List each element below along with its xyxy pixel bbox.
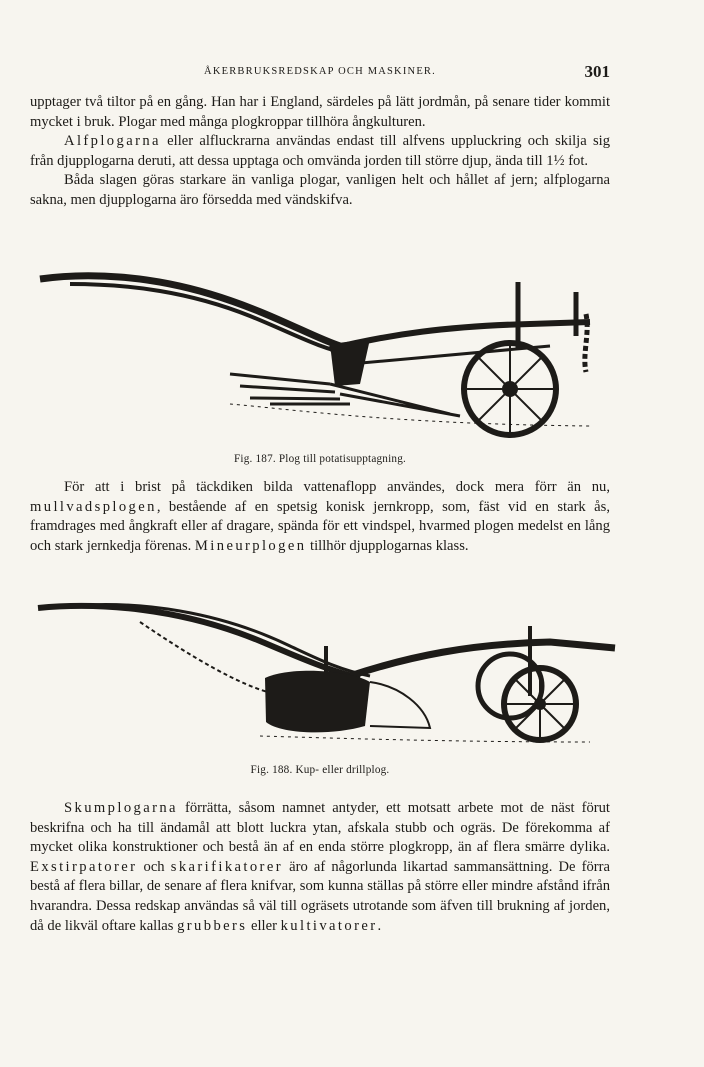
plough-mouldboard	[265, 671, 370, 733]
plough-chain	[140, 622, 275, 694]
spaced-term: grubbers	[177, 917, 248, 934]
paragraph-p3	[30, 171, 610, 210]
figure-188-caption: Fig. 188. Kup- eller drillplog.	[250, 764, 390, 776]
text-block-top	[30, 93, 610, 211]
text-run: , bestående af en spetsig konisk jernkropp, som, fäst vid en stark ås, framdrages med ångkraft eller af dragare, spända för ett vindspel, hvarmed plogen medelst en lång och stark jernkedja förenas.	[30, 498, 610, 554]
drill-plough-illustration	[30, 586, 620, 754]
text-run: .	[377, 917, 382, 934]
text-run: För att i brist på täckdiken bilda vattenaflopp användes, dock mera förr än nu,	[64, 479, 610, 495]
plough-uprights	[518, 282, 576, 350]
spaced-term: Exstirpatorer	[30, 858, 138, 875]
text-block-middle	[30, 478, 610, 556]
spaced-term: mullvadsplogen	[30, 498, 157, 515]
paragraph-p5	[30, 799, 610, 936]
text-run: eller alfluckrarna användas endast till alfvens uppluckring och skilja sig från djupplogarna deruti, att dessa upptaga och omvända jorden till större djup, ända till 1½ fot.	[30, 133, 610, 169]
spaced-term: kultivatorer	[280, 917, 378, 934]
plough-beam	[330, 322, 590, 349]
spaced-term: Alfplogarna	[64, 133, 161, 150]
plough-wheel-spokes	[464, 343, 556, 435]
figure-187	[30, 254, 610, 474]
potato-plough-illustration	[30, 254, 610, 446]
text-block-bottom	[30, 799, 610, 936]
text-run: Båda slagen göras starkare än vanliga plogar, vanligen helt och hållet af jern; alfplogarna sakna, men djupplogarna äro försedda med vändskifva.	[30, 172, 610, 208]
plough-share	[370, 682, 430, 728]
text-run: äro af någorlunda likartad sammansättning. De förra bestå af flera billar, de senare af flera knifvar, som kunna ställas på större eller mindre afstånd ifrån hvarandra. Dessa redskap användas så väl till ogräsets utrotande som äfven till brukning af jorden, då de likväl oftare kallas	[30, 858, 610, 934]
spaced-term: skarifikatorer	[170, 858, 283, 875]
page-number: 301	[584, 62, 610, 81]
plough-body	[330, 339, 370, 386]
paragraph-p2	[30, 132, 610, 171]
running-title: ÅKERBRUKSREDSKAP OCH MASKINER.	[204, 66, 436, 77]
text-run: och	[137, 858, 171, 875]
plough-handle	[38, 606, 360, 678]
plough-tines	[230, 374, 350, 404]
text-run: tillhör djupplogarnas klass.	[306, 537, 469, 554]
paragraph-p1	[30, 93, 610, 132]
text-run: eller	[247, 917, 281, 934]
spaced-term: Skumplogarna	[64, 800, 178, 816]
text-run: förrätta, såsom namnet antyder, ett motsatt arbete mot de näst förut beskrifna och ha till ändamål att blott luckra ytan, afskala stubb och ogräs. De förekomma af mycket olika konstruktioner och bestå än af en enda större plogkropp, än af flera smärre dylika.	[30, 800, 610, 856]
plough-chain	[585, 314, 587, 372]
text-run: upptager två tiltor på en gång. Han har i England, särdeles på lätt jordmån, på senare tider kommit mycket i bruk. Plogar med många plogkroppar tillhöra ångkulturen.	[30, 94, 610, 130]
paragraph-p4	[30, 478, 610, 556]
spaced-term: Mineurplogen	[194, 537, 307, 554]
figure-187-caption: Fig. 187. Plog till potatisupptagning.	[233, 453, 406, 465]
page-header	[30, 62, 610, 84]
plough-share	[330, 384, 460, 416]
figure-188	[30, 586, 620, 786]
